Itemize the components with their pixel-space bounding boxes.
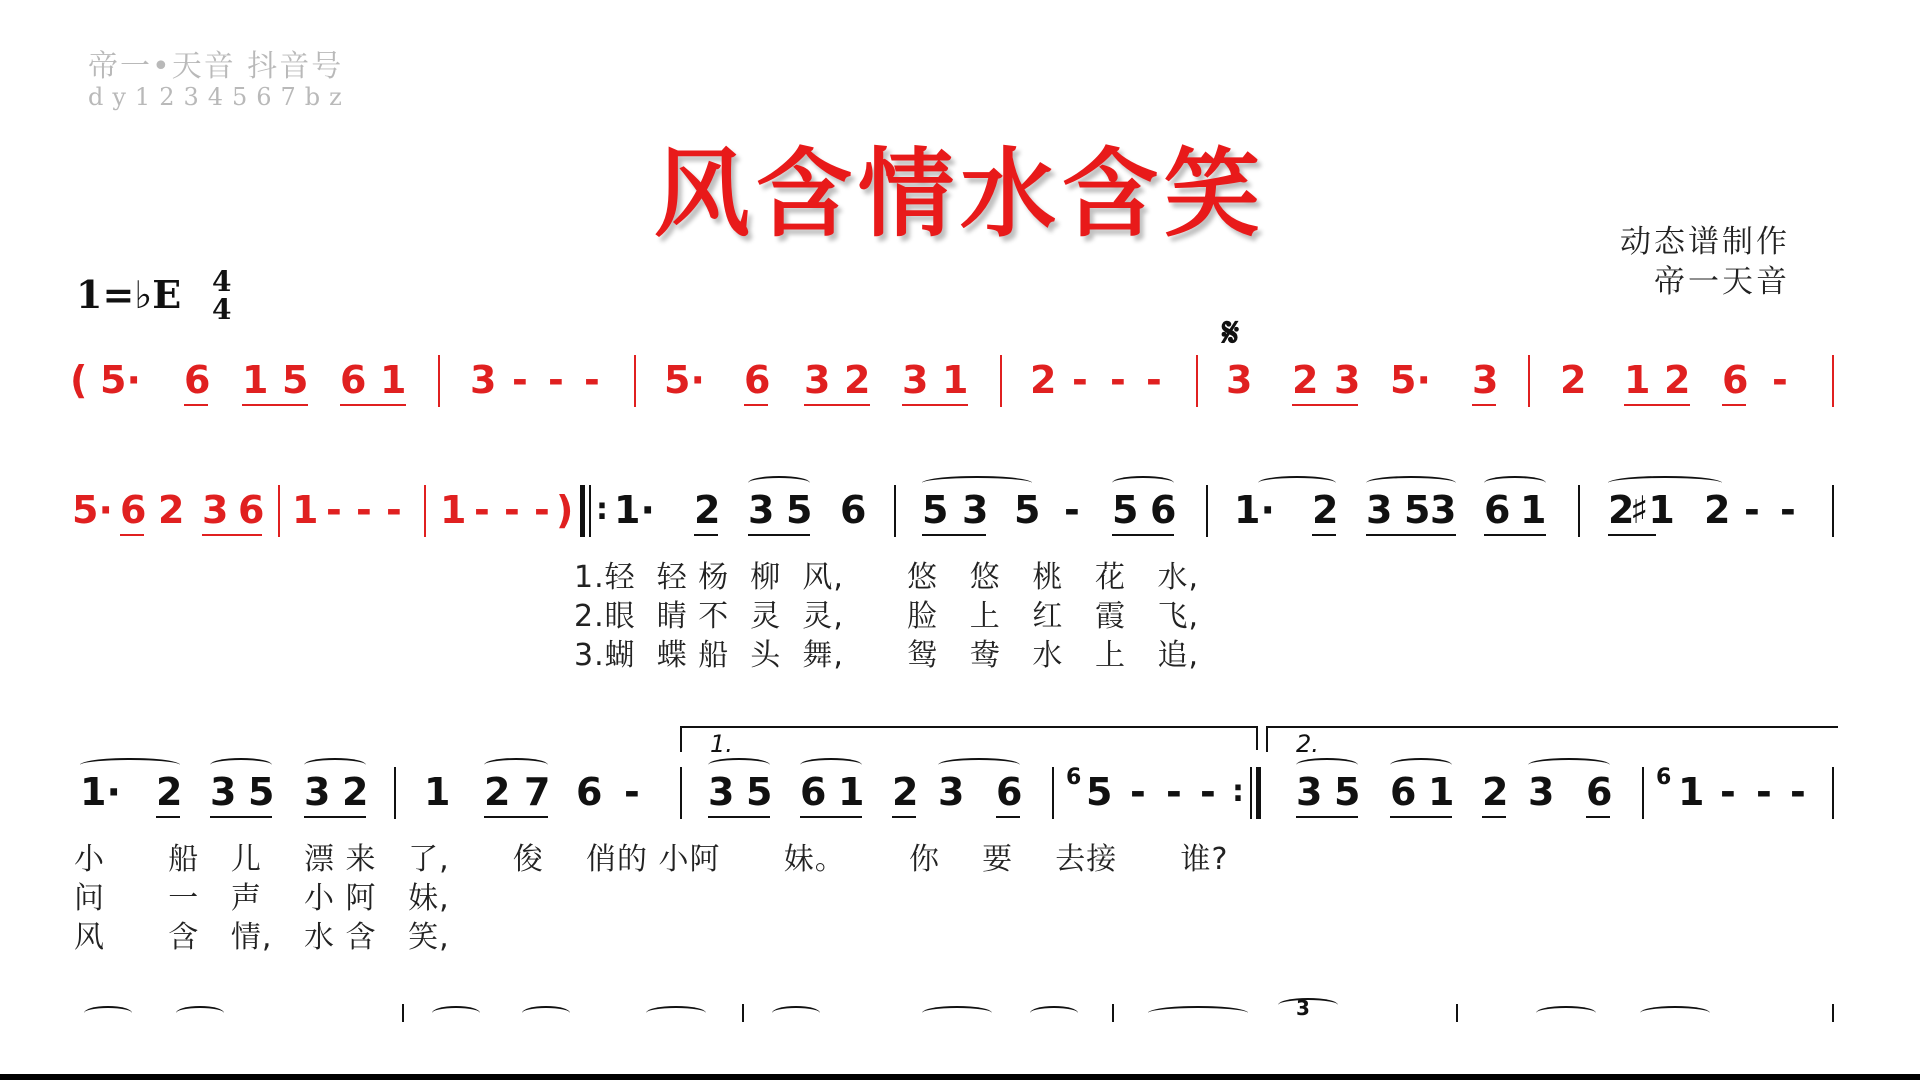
note: 2 [1664,358,1691,402]
note: - [1790,770,1806,814]
underline [1296,816,1358,818]
slur [748,476,810,490]
note: 1 [440,488,467,532]
volta-2-label: 2. [1296,730,1319,758]
barline [1456,1004,1458,1022]
note: 5 [1014,488,1041,532]
underline [804,404,870,406]
segno-sign: 𝄋 [1222,310,1240,356]
underline [484,816,548,818]
volta-1-end [1256,726,1258,750]
note: - [1130,770,1146,814]
barline [1832,355,1834,407]
lyric-verse-2: 2.眼 睛 不 灵 灵, 脸 上 红 霞 飞, [574,599,1200,634]
slur [1528,758,1610,772]
watermark [88,50,351,110]
barline [634,355,636,407]
note: 2 [1704,488,1731,532]
underline [242,404,308,406]
note: 3 [1528,770,1555,814]
bottom-border [0,1074,1920,1080]
note: 2 [1030,358,1057,402]
slur [922,476,1032,490]
credit-line1: 动态谱制作 [1620,224,1790,260]
note: 5· [100,358,141,402]
underline [120,534,144,536]
note: 3 [902,358,929,402]
underline [1312,534,1336,536]
note: 1 [1624,358,1651,402]
repeat-start-barline [580,485,585,537]
note: 1 [1678,770,1705,814]
note: 1· [614,488,655,532]
note: 3 [748,488,775,532]
note: 1 [292,488,319,532]
note: 5 [1112,488,1139,532]
underline [1484,534,1546,536]
barline [278,485,280,537]
note: 6 [1586,770,1613,814]
barline [438,355,440,407]
note: 6 [184,358,211,402]
underline [748,534,810,536]
slur [484,758,548,772]
underline [1482,816,1506,818]
time-signature-top: 4 [212,265,232,298]
underline [694,534,718,536]
note: 1 [1520,488,1547,532]
underline [1112,534,1174,536]
note: 1 [1428,770,1455,814]
credit-line2: 帝一天音 [1654,264,1790,300]
note: 1 [942,358,969,402]
note: ( [70,358,88,402]
underline [210,816,272,818]
slur [708,758,770,772]
song-title: 风含情水含笑 [654,137,1266,250]
lyric-verse-3: 3.蝴 蝶 船 头 舞, 鸳 鸯 水 上 追, [574,638,1200,673]
note: 3 [708,770,735,814]
underline [800,816,862,818]
time-signature-bottom: 4 [212,293,232,326]
note: - [356,488,372,532]
note: 3 [1366,488,1393,532]
slur [772,1006,820,1020]
note: 3 [470,358,497,402]
note: - [1772,358,1788,402]
repeat-start-barline [589,485,591,537]
note: 1 [838,770,865,814]
slur [210,758,272,772]
note: 5 [282,358,309,402]
slur [1278,998,1338,1012]
underline [1292,404,1358,406]
underline [892,816,916,818]
note: - [1200,770,1216,814]
barline [1528,355,1530,407]
key-signature: 1=♭E [76,272,182,317]
note: 3 [938,770,965,814]
slur [938,758,1020,772]
note: 2 [1560,358,1587,402]
note: 3 [1430,488,1457,532]
slur [432,1006,480,1020]
barline [1052,767,1054,819]
underline [708,816,770,818]
note: 6 [340,358,367,402]
note: - [584,358,600,402]
note: - [1146,358,1162,402]
watermark-line2: dy1234567bz [88,83,351,111]
barline [1578,485,1580,537]
lyric-verse-3: 风 含 情, 水 含 笑, [74,920,450,955]
note: 2 [156,770,183,814]
watermark-line1: 帝一•天音 抖音号 [88,49,344,84]
volta-1-label: 1. [710,730,733,758]
note: 6 [576,770,603,814]
barline [402,1004,404,1022]
note: 6 [744,358,771,402]
barline [1642,767,1644,819]
slur [922,1006,992,1020]
barline [1206,485,1208,537]
note: - [386,488,402,532]
note: 6 [238,488,265,532]
repeat-end-barline [1250,767,1252,819]
barline [1000,355,1002,407]
note: 5 [786,488,813,532]
note: 3 [1472,358,1499,402]
slur [1390,758,1452,772]
note: 3 [804,358,831,402]
note: 3 [210,770,237,814]
repeat-dots: : [596,492,608,527]
grace-note: 6 [1656,765,1672,790]
slur [80,758,180,772]
slur [1608,476,1722,490]
note: 5 [1334,770,1361,814]
note: - [1110,358,1126,402]
barline [1832,1004,1834,1022]
slur [800,758,862,772]
slur [522,1006,570,1020]
underline [1624,404,1690,406]
barline [1196,355,1198,407]
underline [340,404,406,406]
slur [1148,1006,1248,1020]
note: - [1720,770,1736,814]
underline [996,816,1020,818]
barline [680,767,682,819]
barline [742,1004,744,1022]
note: 6 [1390,770,1417,814]
note: 3 [1334,358,1361,402]
barline [394,767,396,819]
slur [1484,476,1546,490]
underline [1722,404,1746,406]
note: 3 [304,770,331,814]
lyric-verse-2: 问 一 声 小 阿 妹, [74,881,450,916]
time-signature [212,265,232,326]
note: 3 [1296,770,1323,814]
note: 2 [844,358,871,402]
underline [922,534,986,536]
underline [1390,816,1452,818]
note: 2 [1608,488,1635,532]
underline [902,404,968,406]
underline [1586,816,1610,818]
note: 2 [1312,488,1339,532]
note: 5 [1404,488,1431,532]
repeat-end-barline [1256,767,1261,819]
note: 7 [524,770,551,814]
note: 3 [202,488,229,532]
note: 1 [380,358,407,402]
grace-note: 6 [1066,765,1082,790]
note: 1 [242,358,269,402]
note: 6 [800,770,827,814]
slur [1030,1006,1078,1020]
slur [1258,476,1336,490]
note: 6 [1150,488,1177,532]
note: 5 [1086,770,1113,814]
note: - [326,488,342,532]
underline [184,404,208,406]
tuplet-label: 3 [1296,996,1310,1020]
note: 6 [1722,358,1749,402]
note: 5 [248,770,275,814]
note: 2 [892,770,919,814]
note: - [1780,488,1796,532]
slur [1536,1006,1596,1020]
slur [1112,476,1174,490]
underline [304,816,366,818]
note: 3 [1226,358,1253,402]
note: - [1166,770,1182,814]
underline [1472,404,1496,406]
note: 5· [72,488,113,532]
note: - [534,488,550,532]
slur [84,1006,132,1020]
underline [744,404,768,406]
note: 2 [1292,358,1319,402]
note: - [1756,770,1772,814]
note: - [512,358,528,402]
note: - [1072,358,1088,402]
note: ) [556,488,574,532]
note: 1· [1234,488,1275,532]
barline [1832,485,1834,537]
repeat-dots: : [1232,774,1244,809]
note: - [1744,488,1760,532]
note: 3 [962,488,989,532]
slur [646,1006,706,1020]
note: 2 [342,770,369,814]
note: 1 [424,770,451,814]
note: 6 [120,488,147,532]
underline [1366,534,1456,536]
volta-2 [1266,726,1838,758]
slur [1296,758,1358,772]
note: 5· [664,358,705,402]
note: - [1064,488,1080,532]
note: 6 [996,770,1023,814]
note: 5· [1390,358,1431,402]
note: 2 [1482,770,1509,814]
slur [176,1006,224,1020]
note: 2 [158,488,185,532]
lyric-verse-1: 小 船 儿 漂 来 了, 俊 俏的 小阿 妹。 你 要 去接 谁? [74,842,1229,877]
note: 6 [840,488,867,532]
barline [424,485,426,537]
barline [1832,767,1834,819]
slur [1640,1006,1710,1020]
barline [1112,1004,1114,1022]
note: 2 [694,488,721,532]
note: - [474,488,490,532]
underline [1608,534,1656,536]
slur [304,758,366,772]
volta-1 [680,726,1258,758]
note: 5 [922,488,949,532]
note: 5 [746,770,773,814]
note: - [548,358,564,402]
slur [1366,476,1456,490]
note: ♯1 [1630,488,1675,532]
note: - [504,488,520,532]
lyric-verse-1: 1.轻 轻 杨 柳 风, 悠 悠 桃 花 水, [574,560,1200,595]
barline [894,485,896,537]
note: 2 [484,770,511,814]
note: 1· [80,770,121,814]
note: 6 [1484,488,1511,532]
underline [202,534,262,536]
note: - [624,770,640,814]
underline [156,816,180,818]
